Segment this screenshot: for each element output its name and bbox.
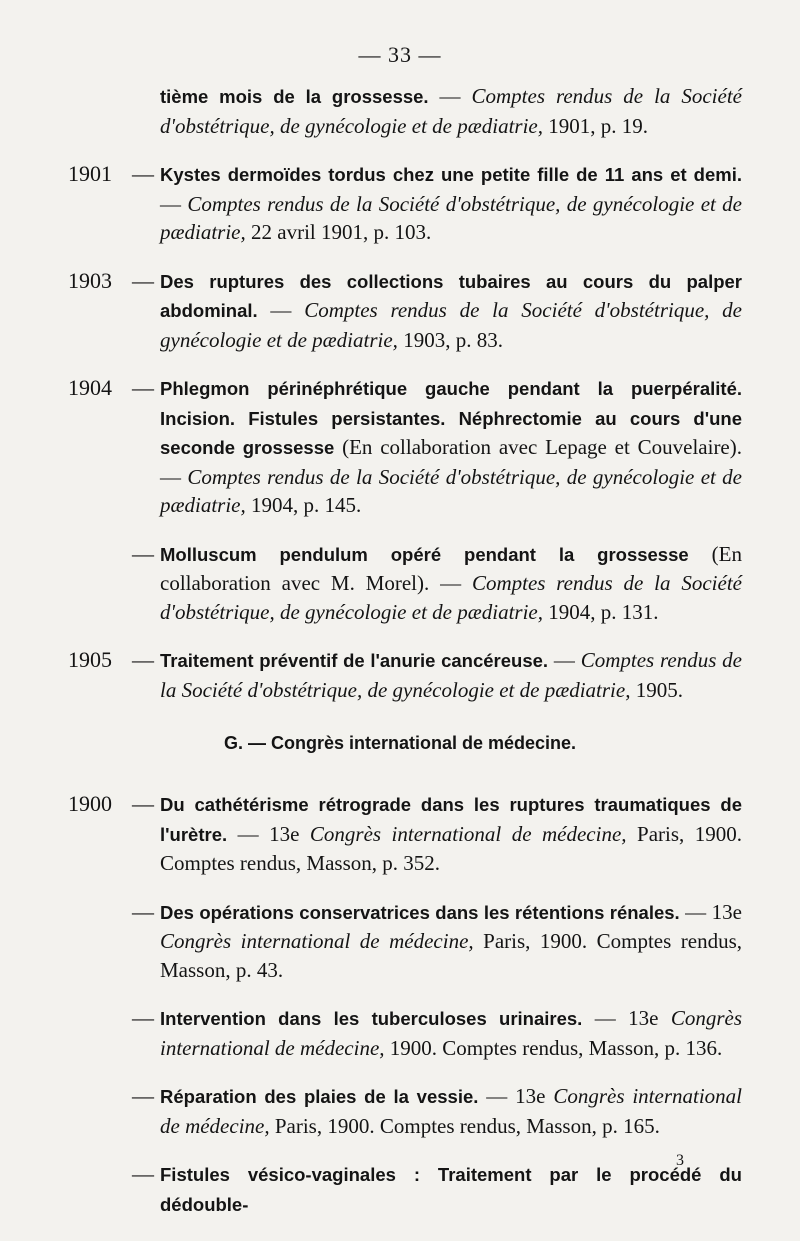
entry-separator: — 13e: [478, 1084, 554, 1108]
entry-journal: Congrès international de médecine,: [160, 1006, 742, 1060]
bibliography-entry: [0, 646, 800, 704]
page-number: — 33 —: [358, 42, 442, 67]
entry-separator: (En collaboration avec M. Morel). —: [160, 541, 742, 595]
entry-title: Des ruptures des collections tubaires au cours du palper abdominal.: [160, 270, 742, 321]
entry-separator: (En collaboration avec Lepage et Couvelaire). —: [160, 435, 743, 489]
entry-details: Paris, 1900. Comptes rendus, Masson, p. 43.: [160, 929, 742, 982]
entry-details: 22 avril 1901, p. 103.: [245, 220, 432, 244]
entry-separator: —: [257, 298, 305, 322]
entry-separator: —: [548, 648, 581, 672]
bibliography-entry: [0, 898, 800, 985]
entry-dash: —: [132, 1083, 154, 1108]
entry-journal: Comptes rendus de la Société d'obstétrique, de gynécologie et de pædiatrie,: [160, 648, 742, 702]
entry-journal: Comptes rendus de la Société d'obstétrique, de gynécologie et de pædiatrie,: [160, 571, 742, 624]
entry-title: Fistules vésico-vaginales : Traitement par le procédé du dédouble-: [160, 1164, 742, 1215]
entry-title: Traitement préventif de l'anurie cancéreuse.: [160, 650, 549, 671]
entry-details: Paris, 1900. Comptes rendus, Masson, p. 352.: [160, 821, 742, 875]
entry-title: Intervention dans les tuberculoses urinaires.: [160, 1008, 583, 1029]
entry-details: 1904, p. 131.: [542, 599, 659, 624]
entry-journal: Congrès international de médecine,: [160, 1084, 743, 1138]
bibliography-entry: [0, 374, 800, 520]
entry-details: 1905.: [630, 677, 683, 702]
entry-year: 1901: [68, 161, 112, 186]
entry-journal: Comptes rendus de la Société d'obstétrique, de gynécologie et de pædiatrie,: [160, 464, 743, 517]
entry-dash: —: [132, 375, 154, 400]
entry-journal: Comptes rendus de la Société d'obstétrique, de gynécologie et de pædiatrie,: [160, 84, 742, 138]
entry-dash: —: [132, 647, 154, 672]
bibliography-entry: [0, 267, 800, 355]
entry-title: Kystes dermoïdes tordus chez une petite fille de 11 ans et demi.: [160, 164, 742, 185]
entry-dash: —: [132, 161, 154, 186]
entry-title: tième mois de la grossesse.: [160, 86, 429, 107]
entry-dash: —: [132, 898, 154, 924]
bibliography-entry: [0, 160, 800, 247]
entry-details: 1901, p. 19.: [542, 113, 648, 138]
entry-dash: —: [132, 540, 154, 566]
entry-year: 1903: [68, 267, 112, 293]
entry-details: 1900. Comptes rendus, Masson, p. 136.: [384, 1035, 723, 1060]
entry-dash: —: [132, 1005, 154, 1030]
entry-journal: Comptes rendus de la Société d'obstétrique, de gynécologie et de pædiatrie,: [160, 298, 742, 352]
entry-dash: —: [132, 1161, 154, 1186]
bibliography-entry: [0, 82, 800, 140]
bibliography-list-top: [0, 82, 800, 704]
entry-journal: Comptes rendus de la Société d'obstétrique, de gynécologie et de pædiatrie,: [160, 191, 743, 244]
entry-title: Réparation des plaies de la vessie.: [160, 1086, 479, 1107]
entry-dash: —: [132, 791, 154, 816]
entry-journal: Congrès international de médecine,: [160, 929, 474, 953]
entry-journal: Congrès international de médecine,: [309, 821, 627, 846]
bibliography-entry: [0, 1082, 800, 1140]
entry-year: 1904: [68, 375, 112, 400]
entry-separator: — 13e: [227, 821, 310, 846]
entry-title: Phlegmon périnéphrétique gauche pendant la puerpéralité. Incision. Fistules persistantes. Néphrectomie au cours d'une seconde grossesse: [160, 378, 742, 458]
entry-separator: —: [160, 191, 188, 216]
entry-title: Du cathétérisme rétrograde dans les ruptures traumatiques de l'urètre.: [160, 794, 742, 845]
signature-mark: 3: [676, 1152, 684, 1169]
entry-separator: — 13e: [582, 1006, 671, 1030]
entry-year: 1905: [68, 647, 112, 672]
bibliography-entry: [0, 1004, 800, 1062]
entry-separator: — 13e: [679, 899, 742, 924]
entry-separator: —: [428, 84, 472, 108]
section-heading: G. — Congrès international de médecine.: [223, 733, 577, 753]
entry-year: 1900: [68, 791, 112, 816]
entry-title: Des opérations conservatrices dans les rétentions rénales.: [160, 901, 680, 923]
entry-details: 1903, p. 83.: [397, 327, 503, 352]
entry-dash: —: [132, 267, 154, 293]
bibliography-entry: [0, 790, 800, 878]
entry-details: 1904, p. 145.: [245, 493, 362, 517]
bibliography-entry: [0, 540, 800, 627]
entry-title: Molluscum pendulum opéré pendant la grossesse: [160, 543, 689, 565]
entry-details: Paris, 1900. Comptes rendus, Masson, p. 165.: [269, 1113, 660, 1138]
